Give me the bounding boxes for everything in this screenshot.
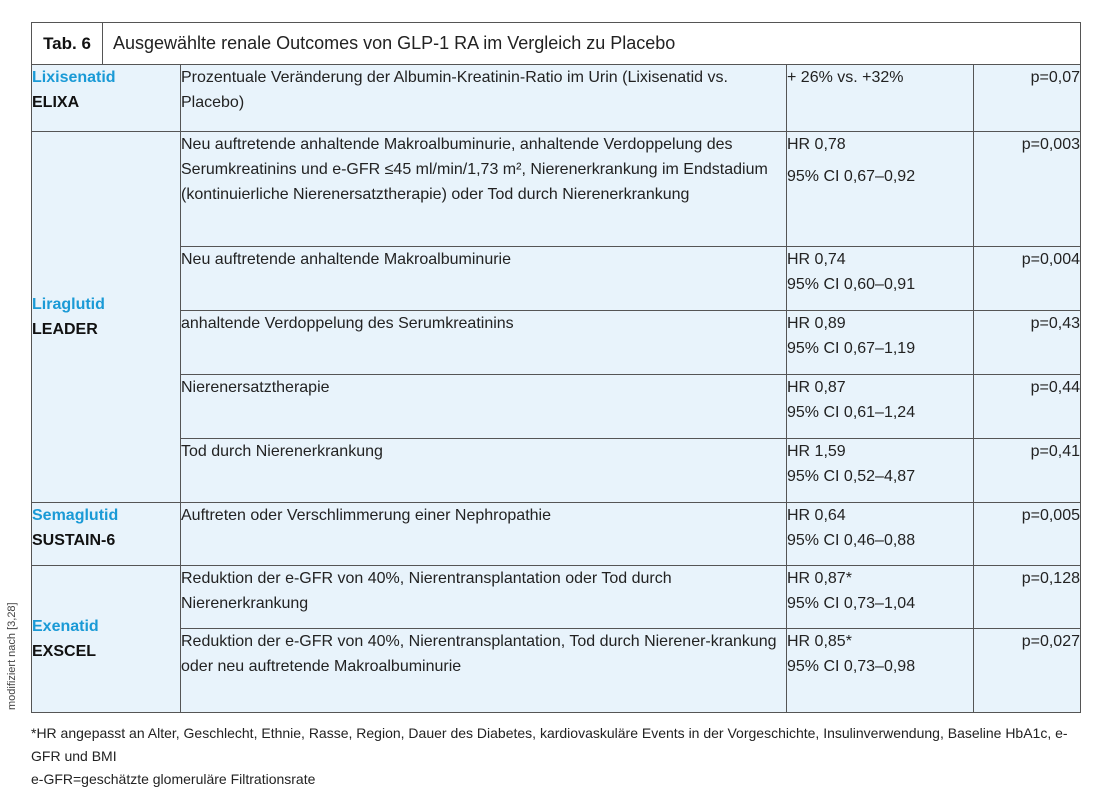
- outcome-cell: Prozentuale Veränderung der Albumin-Kreatinin-Ratio im Urin (Lixisenatid vs. Placebo): [181, 65, 787, 132]
- p-value-cell: p=0,44: [974, 375, 1081, 439]
- table-row: [32, 132, 1081, 247]
- outcome-cell: Tod durch Nierenerkrankung: [181, 439, 787, 503]
- table-row: [32, 439, 1081, 503]
- footnote-hr-adjustment: *HR angepasst an Alter, Geschlecht, Ethnie, Rasse, Region, Dauer des Diabetes, kardiovaskuläre Events in der Vorgeschichte, Insulinverwendung, Baseline HbA1c, e-GFR und BMI: [31, 725, 1068, 764]
- drug-cell: [32, 132, 181, 503]
- p-value-cell: p=0,003: [974, 132, 1081, 247]
- trial-name: SUSTAIN-6: [32, 532, 116, 549]
- hr-value: HR 1,59: [787, 443, 846, 460]
- table-row: [32, 629, 1081, 713]
- trial-name: EXSCEL: [32, 643, 97, 660]
- table-title: Ausgewählte renale Outcomes von GLP-1 RA im Vergleich zu Placebo: [113, 33, 676, 53]
- table-row: [32, 65, 1081, 132]
- hr-value: HR 0,74: [787, 251, 846, 268]
- table-footnotes: [31, 722, 1080, 791]
- hr-cell: [787, 65, 974, 132]
- hr-cell: [787, 629, 974, 713]
- ci-value: 95% CI 0,61–1,24: [787, 404, 916, 421]
- table-row: [32, 503, 1081, 566]
- source-note: modifiziert nach [3,28]: [6, 602, 18, 710]
- ci-value: 95% CI 0,73–1,04: [787, 595, 916, 612]
- hr-value: HR 0,78: [787, 136, 846, 153]
- drug-name: Semaglutid: [32, 507, 119, 524]
- trial-name: ELIXA: [32, 94, 80, 111]
- ci-value: 95% CI 0,60–0,91: [787, 276, 916, 293]
- p-value-cell: p=0,005: [974, 503, 1081, 566]
- ci-value: 95% CI 0,67–0,92: [787, 168, 916, 185]
- renal-outcomes-table: [31, 22, 1081, 713]
- hr-cell: [787, 503, 974, 566]
- table-row: [32, 566, 1081, 629]
- p-value-cell: p=0,004: [974, 247, 1081, 311]
- p-value-cell: p=0,128: [974, 566, 1081, 629]
- hr-cell: [787, 311, 974, 375]
- p-value-cell: p=0,43: [974, 311, 1081, 375]
- hr-value: + 26% vs. +32%: [787, 69, 904, 86]
- ci-value: 95% CI 0,46–0,88: [787, 532, 916, 549]
- ci-value: 95% CI 0,52–4,87: [787, 468, 916, 485]
- drug-name: Lixisenatid: [32, 69, 116, 86]
- table-row: [32, 375, 1081, 439]
- p-value-cell: p=0,41: [974, 439, 1081, 503]
- hr-value: HR 0,64: [787, 507, 846, 524]
- table-row: [32, 311, 1081, 375]
- drug-cell: [32, 503, 181, 566]
- hr-cell: [787, 247, 974, 311]
- outcome-cell: Neu auftretende anhaltende Makroalbuminurie, anhaltende Verdoppelung des Serumkreatinins und e-GFR ≤45 ml/min/1,73 m², Nierenerkrankung im Endstadium (kontinuierliche Nierenersatztherapie) oder Tod durch Nierenerkrankung: [181, 132, 787, 247]
- outcome-cell: Reduktion der e-GFR von 40%, Nierentransplantation, Tod durch Nierener-krankung oder neu auftretende Makroalbuminurie: [181, 629, 787, 713]
- p-value-cell: p=0,027: [974, 629, 1081, 713]
- table-row: [32, 247, 1081, 311]
- ci-value: 95% CI 0,73–0,98: [787, 658, 916, 675]
- drug-name: Exenatid: [32, 618, 99, 635]
- outcome-cell: Nierenersatztherapie: [181, 375, 787, 439]
- hr-value: HR 0,85*: [787, 633, 852, 650]
- table-title-row: [32, 23, 1081, 65]
- trial-name: LEADER: [32, 321, 98, 338]
- hr-value: HR 0,89: [787, 315, 846, 332]
- hr-cell: [787, 439, 974, 503]
- table-number: Tab. 6: [32, 23, 103, 64]
- ci-value: 95% CI 0,67–1,19: [787, 340, 916, 357]
- outcome-cell: anhaltende Verdoppelung des Serumkreatinins: [181, 311, 787, 375]
- drug-name: Liraglutid: [32, 296, 105, 313]
- hr-cell: [787, 566, 974, 629]
- footnote-egfr-definition: e-GFR=geschätzte glomeruläre Filtrationsrate: [31, 771, 316, 787]
- outcome-cell: Reduktion der e-GFR von 40%, Nierentransplantation oder Tod durch Nierenerkrankung: [181, 566, 787, 629]
- hr-value: HR 0,87: [787, 379, 846, 396]
- outcome-cell: Auftreten oder Verschlimmerung einer Nephropathie: [181, 503, 787, 566]
- outcome-cell: Neu auftretende anhaltende Makroalbuminurie: [181, 247, 787, 311]
- hr-value: HR 0,87*: [787, 570, 852, 587]
- p-value-cell: p=0,07: [974, 65, 1081, 132]
- drug-cell: [32, 65, 181, 132]
- hr-cell: [787, 375, 974, 439]
- hr-cell: [787, 132, 974, 247]
- drug-cell: [32, 566, 181, 713]
